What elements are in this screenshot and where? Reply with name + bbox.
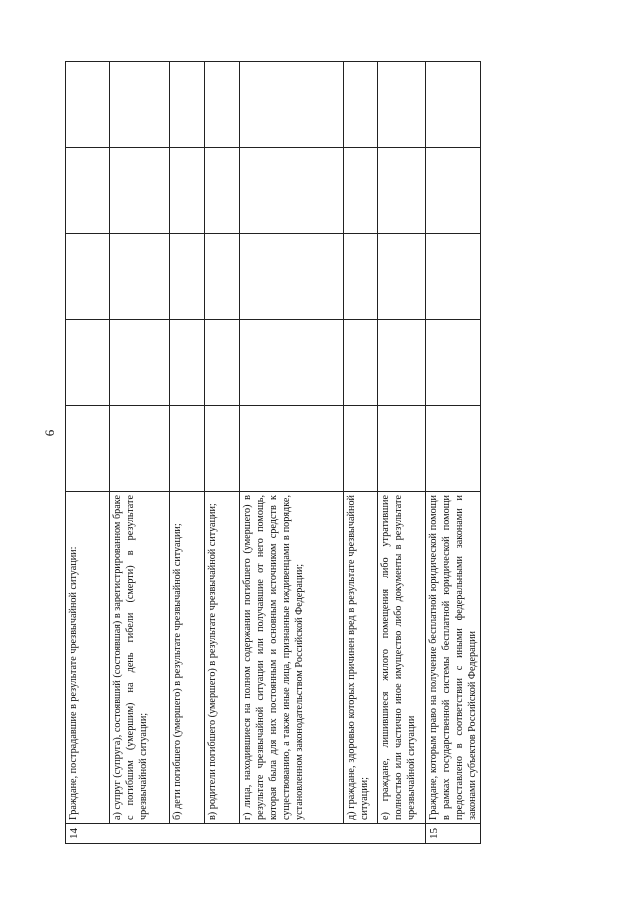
empty-cell [344,62,378,148]
empty-cell [66,320,110,406]
empty-cell [110,234,170,320]
empty-cell [426,320,481,406]
empty-cell [426,406,481,492]
empty-cell [110,62,170,148]
empty-cell [344,234,378,320]
empty-cell [344,406,378,492]
empty-cell [170,320,205,406]
page-number: 6 [42,429,57,437]
empty-cell [240,148,344,234]
row-number-cell: 14 [66,824,426,844]
empty-cell [205,234,240,320]
document-table [65,61,481,844]
table-rotated-wrapper [65,62,479,844]
empty-cell [378,148,426,234]
row-text-cell: д) граждане, здоровью которых причинен вред в результате чрезвычайной ситуации; [344,492,378,824]
empty-cell [378,406,426,492]
empty-cell [426,148,481,234]
empty-cell [170,234,205,320]
table-row [378,62,426,844]
empty-cell [344,148,378,234]
empty-cell [66,406,110,492]
row-number-cell: 15 [426,824,481,844]
row-text-cell: Граждане, которым право на получение бесплатной юридической помощи в рамках государственной системы бесплатной юридической помощи предоставлено в соответствии с иными федеральными законами и законами субъектов Российской Федерации [426,492,481,824]
empty-cell [240,62,344,148]
empty-cell [66,148,110,234]
table-container [65,62,479,844]
empty-cell [205,148,240,234]
table-row [205,62,240,844]
table-row [240,62,344,844]
empty-cell [170,148,205,234]
empty-cell [240,234,344,320]
row-text-cell: Граждане, пострадавшие в результате чрезвычайной ситуации: [66,492,110,824]
empty-cell [240,406,344,492]
empty-cell [205,62,240,148]
row-text-cell: а) супруг (супруга), состоявший (состоявшая) в зарегистрированном браке с погибшим (умершим) на день гибели (смерти) в результате чрезвычайной ситуации; [110,492,170,824]
row-text-cell: в) родители погибшего (умершего) в результате чрезвычайной ситуации; [205,492,240,824]
empty-cell [426,234,481,320]
row-text-cell: б) дети погибшего (умершего) в результате чрезвычайной ситуации; [170,492,205,824]
empty-cell [205,320,240,406]
empty-cell [378,62,426,148]
row-text-cell: е) граждане, лишившиеся жилого помещения либо утратившие полностью или частично иное имущество либо документы в результате чрезвычайной ситуации [378,492,426,824]
empty-cell [170,62,205,148]
empty-cell [344,320,378,406]
table-row [426,62,481,844]
empty-cell [170,406,205,492]
empty-cell [110,148,170,234]
empty-cell [378,320,426,406]
empty-cell [240,320,344,406]
table-row [66,62,110,844]
table-row [110,62,170,844]
empty-cell [110,320,170,406]
empty-cell [205,406,240,492]
table-row [344,62,378,844]
empty-cell [66,62,110,148]
table-row [170,62,205,844]
empty-cell [426,62,481,148]
empty-cell [66,234,110,320]
row-text-cell: г) лица, находившиеся на полном содержании погибшего (умершего) в результате чрезвычайной ситуации или получавшие от него помощь, которая была для них постоянным и основным источником средств к существованию, а также иные лица, признанные иждивенцами в порядке, установленном законодательством Российской Федерации; [240,492,344,824]
empty-cell [110,406,170,492]
empty-cell [378,234,426,320]
